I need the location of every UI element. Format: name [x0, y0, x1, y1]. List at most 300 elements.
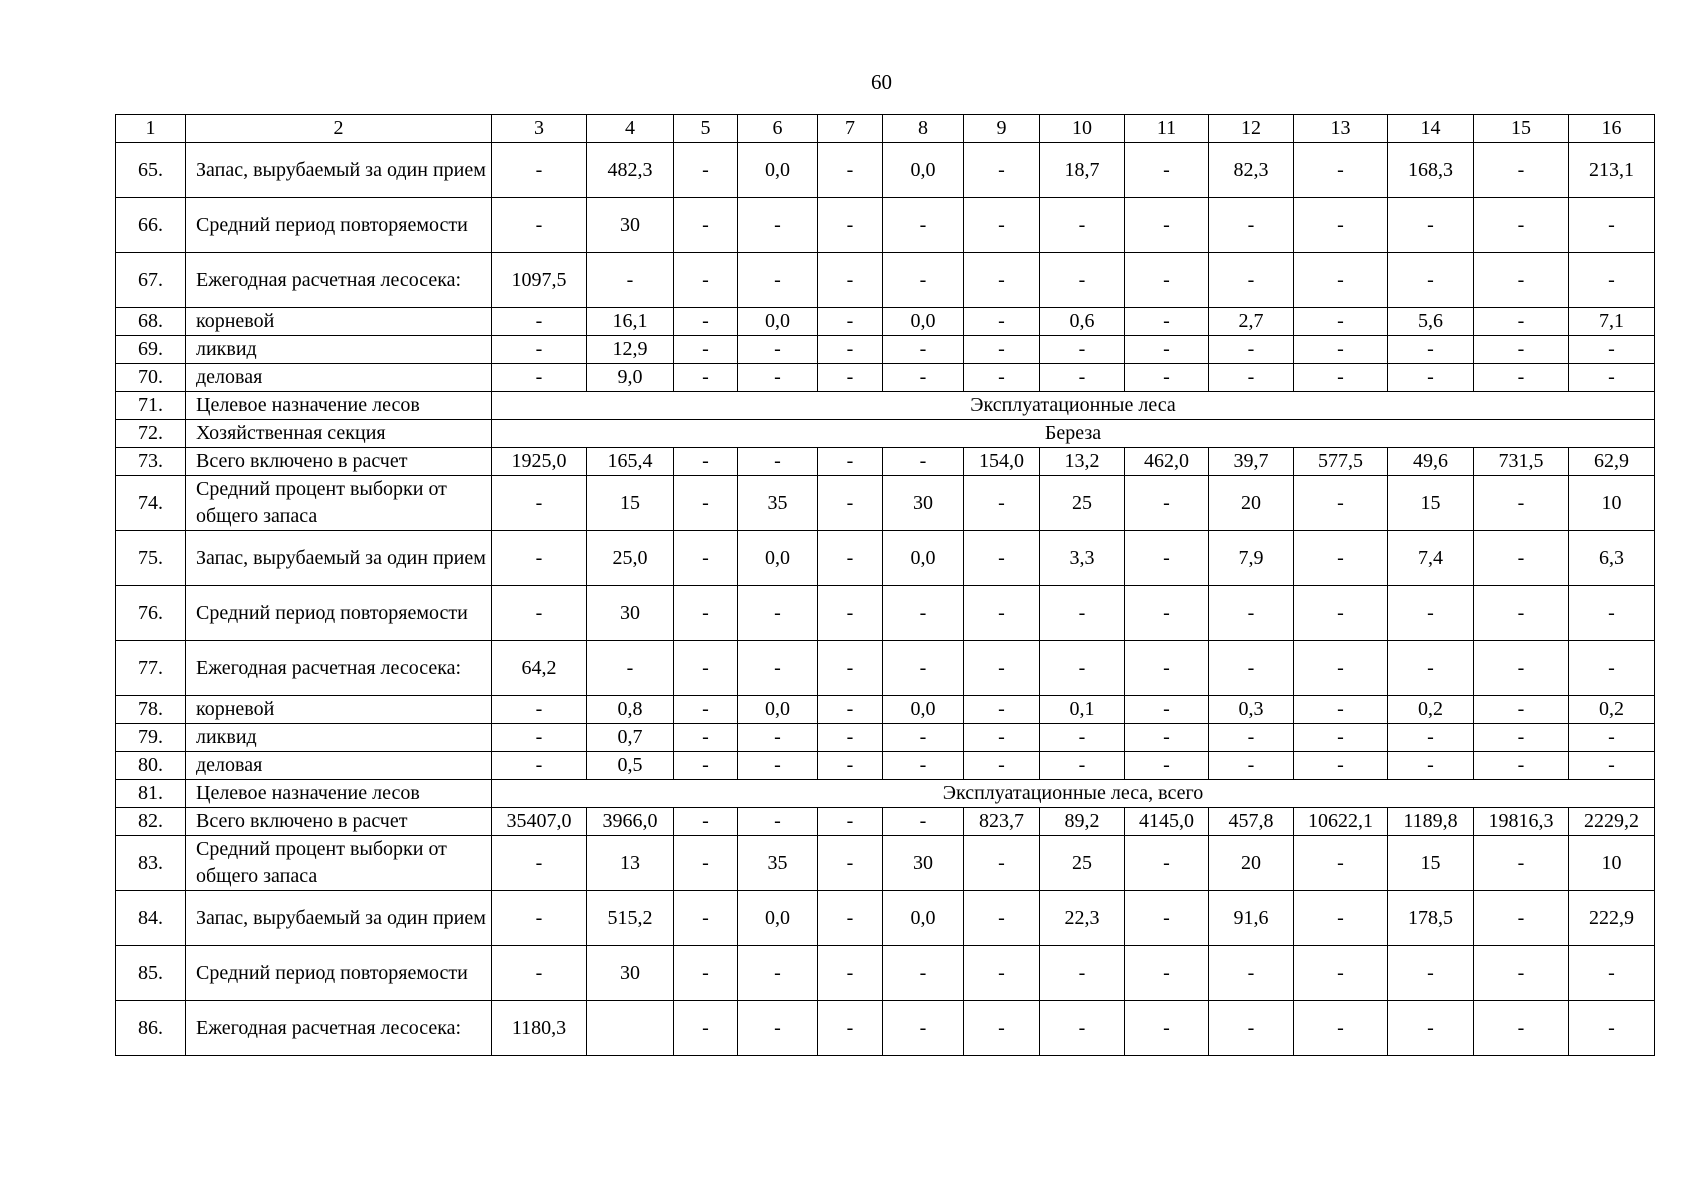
- value-cell: -: [674, 946, 738, 1001]
- column-number-header: 3: [492, 115, 587, 143]
- value-cell: 9,0: [587, 364, 674, 392]
- value-cell: -: [492, 308, 587, 336]
- value-cell: 168,3: [1388, 143, 1474, 198]
- value-cell: -: [818, 364, 883, 392]
- row-label-cell: Средний период повторяемости: [186, 946, 492, 1001]
- value-cell: -: [964, 143, 1040, 198]
- value-cell: -: [738, 448, 818, 476]
- value-cell: -: [883, 808, 964, 836]
- row-label-cell: корневой: [186, 696, 492, 724]
- value-cell: -: [1294, 476, 1388, 531]
- value-cell: -: [674, 808, 738, 836]
- value-cell: -: [818, 808, 883, 836]
- value-cell: -: [738, 253, 818, 308]
- value-cell: -: [1569, 198, 1655, 253]
- value-cell: 0,8: [587, 696, 674, 724]
- value-cell: -: [883, 586, 964, 641]
- value-cell: -: [818, 696, 883, 724]
- row-number-cell: 68.: [116, 308, 186, 336]
- value-cell: 18,7: [1040, 143, 1125, 198]
- value-cell: 222,9: [1569, 891, 1655, 946]
- value-cell: -: [1294, 641, 1388, 696]
- value-cell: -: [1125, 836, 1209, 891]
- value-cell: 22,3: [1040, 891, 1125, 946]
- value-cell: 0,0: [883, 696, 964, 724]
- value-cell: -: [1209, 641, 1294, 696]
- column-number-header: 5: [674, 115, 738, 143]
- value-cell: -: [1474, 198, 1569, 253]
- row-number-cell: 73.: [116, 448, 186, 476]
- value-cell: 6,3: [1569, 531, 1655, 586]
- value-cell: -: [1474, 836, 1569, 891]
- row-number-cell: 80.: [116, 752, 186, 780]
- value-cell: -: [818, 836, 883, 891]
- row-number-cell: 78.: [116, 696, 186, 724]
- value-cell: -: [1294, 586, 1388, 641]
- value-cell: -: [964, 476, 1040, 531]
- row-label-cell: ликвид: [186, 724, 492, 752]
- row-number-cell: 85.: [116, 946, 186, 1001]
- value-cell: 0,0: [738, 891, 818, 946]
- value-cell: -: [492, 586, 587, 641]
- value-cell: 0,0: [883, 531, 964, 586]
- value-cell: -: [1040, 336, 1125, 364]
- value-cell: 3966,0: [587, 808, 674, 836]
- value-cell: -: [738, 641, 818, 696]
- value-cell: -: [964, 836, 1040, 891]
- value-cell: 165,4: [587, 448, 674, 476]
- value-cell: -: [1125, 724, 1209, 752]
- value-cell: 91,6: [1209, 891, 1294, 946]
- row-label-cell: Хозяйственная секция: [186, 420, 492, 448]
- table-row: [116, 808, 1655, 836]
- value-cell: 64,2: [492, 641, 587, 696]
- value-cell: -: [1125, 364, 1209, 392]
- value-cell: -: [492, 836, 587, 891]
- value-cell: 1180,3: [492, 1001, 587, 1056]
- column-number-header: 4: [587, 115, 674, 143]
- value-cell: -: [1294, 308, 1388, 336]
- row-label-cell: Целевое назначение лесов: [186, 780, 492, 808]
- value-cell: -: [1388, 198, 1474, 253]
- value-cell: 35: [738, 836, 818, 891]
- value-cell: -: [1040, 724, 1125, 752]
- value-cell: 0,0: [883, 891, 964, 946]
- value-cell: -: [818, 308, 883, 336]
- row-number-cell: 66.: [116, 198, 186, 253]
- column-number-header: 7: [818, 115, 883, 143]
- value-cell: -: [1209, 336, 1294, 364]
- row-number-cell: 67.: [116, 253, 186, 308]
- value-cell: -: [1125, 336, 1209, 364]
- column-number-header: 15: [1474, 115, 1569, 143]
- value-cell: 10: [1569, 476, 1655, 531]
- value-cell: 82,3: [1209, 143, 1294, 198]
- value-cell: -: [1040, 641, 1125, 696]
- value-cell: -: [1040, 198, 1125, 253]
- table-row: [116, 420, 1655, 448]
- row-label-cell: ликвид: [186, 336, 492, 364]
- value-cell: -: [674, 752, 738, 780]
- value-cell: -: [738, 1001, 818, 1056]
- value-cell: -: [1040, 586, 1125, 641]
- table-row: [116, 1001, 1655, 1056]
- value-cell: -: [818, 891, 883, 946]
- value-cell: -: [964, 696, 1040, 724]
- value-cell: -: [738, 752, 818, 780]
- value-cell: -: [1209, 253, 1294, 308]
- row-label-cell: Ежегодная расчетная лесосека:: [186, 641, 492, 696]
- value-cell: -: [1569, 364, 1655, 392]
- value-cell: -: [1388, 724, 1474, 752]
- value-cell: -: [1388, 1001, 1474, 1056]
- value-cell: -: [674, 308, 738, 336]
- value-cell: -: [883, 752, 964, 780]
- value-cell: -: [883, 946, 964, 1001]
- value-cell: 30: [883, 836, 964, 891]
- value-cell: 13,2: [1040, 448, 1125, 476]
- value-cell: 20: [1209, 476, 1294, 531]
- value-cell: -: [964, 586, 1040, 641]
- value-cell: 0,7: [587, 724, 674, 752]
- value-cell: -: [1125, 946, 1209, 1001]
- row-number-cell: 76.: [116, 586, 186, 641]
- row-number-cell: 77.: [116, 641, 186, 696]
- table-row: [116, 724, 1655, 752]
- value-cell: -: [1388, 586, 1474, 641]
- row-label-cell: Целевое назначение лесов: [186, 392, 492, 420]
- value-cell: 3,3: [1040, 531, 1125, 586]
- value-cell: -: [738, 946, 818, 1001]
- row-number-cell: 70.: [116, 364, 186, 392]
- value-cell: -: [674, 253, 738, 308]
- value-cell: -: [818, 531, 883, 586]
- page-number: 60: [871, 70, 892, 94]
- value-cell: -: [587, 253, 674, 308]
- row-number-cell: 86.: [116, 1001, 186, 1056]
- value-cell: -: [883, 641, 964, 696]
- value-cell: -: [674, 364, 738, 392]
- value-cell: -: [964, 641, 1040, 696]
- value-cell: -: [1040, 1001, 1125, 1056]
- value-cell: 0,0: [738, 143, 818, 198]
- value-cell: -: [1474, 364, 1569, 392]
- value-cell: -: [674, 641, 738, 696]
- value-cell: 154,0: [964, 448, 1040, 476]
- value-cell: -: [964, 946, 1040, 1001]
- value-cell: -: [964, 724, 1040, 752]
- value-cell: -: [1388, 641, 1474, 696]
- value-cell: 39,7: [1209, 448, 1294, 476]
- value-cell: -: [1474, 891, 1569, 946]
- value-cell: -: [674, 198, 738, 253]
- value-cell: -: [1209, 752, 1294, 780]
- value-cell: 482,3: [587, 143, 674, 198]
- value-cell: -: [1209, 586, 1294, 641]
- value-cell: 457,8: [1209, 808, 1294, 836]
- table-row: [116, 586, 1655, 641]
- value-cell: 0,6: [1040, 308, 1125, 336]
- value-cell: 731,5: [1474, 448, 1569, 476]
- column-number-header: 1: [116, 115, 186, 143]
- value-cell: -: [1125, 586, 1209, 641]
- column-number-header: 13: [1294, 115, 1388, 143]
- value-cell: -: [964, 891, 1040, 946]
- value-cell: -: [738, 336, 818, 364]
- value-cell: 7,9: [1209, 531, 1294, 586]
- value-cell: 15: [587, 476, 674, 531]
- value-cell: -: [492, 946, 587, 1001]
- value-cell: -: [587, 641, 674, 696]
- value-cell: -: [1388, 946, 1474, 1001]
- value-cell: -: [1388, 752, 1474, 780]
- value-cell: -: [1125, 641, 1209, 696]
- value-cell: -: [883, 336, 964, 364]
- value-cell: -: [1209, 946, 1294, 1001]
- value-cell: -: [674, 696, 738, 724]
- value-cell: 515,2: [587, 891, 674, 946]
- value-cell: -: [964, 364, 1040, 392]
- value-cell: -: [883, 724, 964, 752]
- table-row: [116, 836, 1655, 891]
- value-cell: -: [1040, 752, 1125, 780]
- table-row: [116, 364, 1655, 392]
- row-number-cell: 81.: [116, 780, 186, 808]
- value-cell: -: [1040, 946, 1125, 1001]
- row-label-cell: Средний процент выборки от общего запаса: [186, 476, 492, 531]
- value-cell: -: [492, 476, 587, 531]
- row-number-cell: 72.: [116, 420, 186, 448]
- value-cell: -: [1294, 531, 1388, 586]
- row-label-cell: корневой: [186, 308, 492, 336]
- value-cell: 25: [1040, 476, 1125, 531]
- value-cell: -: [1125, 308, 1209, 336]
- value-cell: -: [964, 336, 1040, 364]
- column-number-header: 2: [186, 115, 492, 143]
- value-cell: -: [818, 724, 883, 752]
- value-cell: 577,5: [1294, 448, 1388, 476]
- row-label-cell: Всего включено в расчет: [186, 808, 492, 836]
- value-cell: -: [1294, 253, 1388, 308]
- value-cell: 0,0: [738, 531, 818, 586]
- value-cell: 25: [1040, 836, 1125, 891]
- value-cell: 13: [587, 836, 674, 891]
- value-cell: -: [818, 1001, 883, 1056]
- value-cell: -: [964, 752, 1040, 780]
- value-cell: -: [738, 364, 818, 392]
- value-cell: -: [1294, 336, 1388, 364]
- table-row: [116, 946, 1655, 1001]
- value-cell: -: [1474, 253, 1569, 308]
- value-cell: 15: [1388, 476, 1474, 531]
- value-cell: 0,3: [1209, 696, 1294, 724]
- value-cell: -: [1474, 696, 1569, 724]
- value-cell: -: [1569, 641, 1655, 696]
- value-cell: 12,9: [587, 336, 674, 364]
- row-label-cell: Средний период повторяемости: [186, 586, 492, 641]
- value-cell: 62,9: [1569, 448, 1655, 476]
- row-number-cell: 65.: [116, 143, 186, 198]
- value-cell: 0,0: [883, 143, 964, 198]
- row-number-cell: 83.: [116, 836, 186, 891]
- value-cell: 1189,8: [1388, 808, 1474, 836]
- value-cell: -: [1474, 308, 1569, 336]
- value-cell: -: [674, 1001, 738, 1056]
- value-cell: -: [964, 531, 1040, 586]
- value-cell: -: [883, 448, 964, 476]
- value-cell: -: [738, 586, 818, 641]
- value-cell: 1097,5: [492, 253, 587, 308]
- row-label-cell: деловая: [186, 752, 492, 780]
- value-cell: 30: [587, 586, 674, 641]
- table-row: [116, 891, 1655, 946]
- row-label-cell: Запас, вырубаемый за один прием: [186, 531, 492, 586]
- row-number-cell: 79.: [116, 724, 186, 752]
- value-cell: -: [1388, 253, 1474, 308]
- value-cell: 7,4: [1388, 531, 1474, 586]
- value-cell: 0,0: [738, 308, 818, 336]
- value-cell: -: [1474, 531, 1569, 586]
- value-cell: -: [818, 476, 883, 531]
- column-number-header: 16: [1569, 115, 1655, 143]
- column-number-header: 9: [964, 115, 1040, 143]
- table-row: [116, 531, 1655, 586]
- row-number-cell: 69.: [116, 336, 186, 364]
- value-cell: -: [1294, 143, 1388, 198]
- value-cell: -: [492, 531, 587, 586]
- column-number-header: 10: [1040, 115, 1125, 143]
- table-row: [116, 780, 1655, 808]
- value-cell: 462,0: [1125, 448, 1209, 476]
- value-cell: 15: [1388, 836, 1474, 891]
- value-cell: -: [818, 586, 883, 641]
- value-cell: 7,1: [1569, 308, 1655, 336]
- value-cell: -: [818, 641, 883, 696]
- value-cell: -: [883, 253, 964, 308]
- table-row: [116, 143, 1655, 198]
- column-number-header: 6: [738, 115, 818, 143]
- value-cell: 10622,1: [1294, 808, 1388, 836]
- value-cell: -: [1125, 752, 1209, 780]
- value-cell: -: [674, 143, 738, 198]
- value-cell: -: [492, 724, 587, 752]
- value-cell: -: [818, 946, 883, 1001]
- value-cell: -: [1474, 336, 1569, 364]
- value-cell: -: [1474, 586, 1569, 641]
- value-cell: -: [1209, 364, 1294, 392]
- value-cell: -: [1294, 1001, 1388, 1056]
- value-cell: -: [883, 1001, 964, 1056]
- value-cell: -: [492, 891, 587, 946]
- value-cell: 89,2: [1040, 808, 1125, 836]
- value-cell: -: [492, 364, 587, 392]
- value-cell: -: [1209, 724, 1294, 752]
- value-cell: -: [1294, 946, 1388, 1001]
- value-cell: -: [1294, 364, 1388, 392]
- value-cell: -: [1294, 836, 1388, 891]
- value-cell: -: [1474, 1001, 1569, 1056]
- value-cell: -: [818, 448, 883, 476]
- value-cell: -: [738, 808, 818, 836]
- value-cell: -: [738, 198, 818, 253]
- value-cell: -: [964, 1001, 1040, 1056]
- value-cell: -: [1125, 531, 1209, 586]
- value-cell: -: [1569, 586, 1655, 641]
- table-row: [116, 253, 1655, 308]
- value-cell: -: [492, 336, 587, 364]
- row-label-cell: Средний процент выборки от общего запаса: [186, 836, 492, 891]
- value-cell: -: [1474, 752, 1569, 780]
- table-row: [116, 336, 1655, 364]
- value-cell: 1925,0: [492, 448, 587, 476]
- value-cell: -: [1294, 724, 1388, 752]
- forest-data-table: [115, 114, 1655, 1056]
- value-cell: -: [1474, 641, 1569, 696]
- row-label-cell: Средний период повторяемости: [186, 198, 492, 253]
- value-cell: -: [492, 696, 587, 724]
- value-cell: 0,1: [1040, 696, 1125, 724]
- section-span-cell: Эксплуатационные леса: [492, 392, 1655, 420]
- row-number-cell: 71.: [116, 392, 186, 420]
- value-cell: 30: [587, 946, 674, 1001]
- value-cell: -: [1294, 752, 1388, 780]
- value-cell: 35407,0: [492, 808, 587, 836]
- value-cell: -: [1040, 253, 1125, 308]
- value-cell: -: [1125, 476, 1209, 531]
- row-label-cell: Запас, вырубаемый за один прием: [186, 143, 492, 198]
- value-cell: -: [674, 336, 738, 364]
- value-cell: -: [1569, 724, 1655, 752]
- value-cell: 4145,0: [1125, 808, 1209, 836]
- value-cell: -: [1125, 253, 1209, 308]
- value-cell: 213,1: [1569, 143, 1655, 198]
- value-cell: 35: [738, 476, 818, 531]
- value-cell: -: [883, 198, 964, 253]
- column-number-header: 12: [1209, 115, 1294, 143]
- row-number-cell: 75.: [116, 531, 186, 586]
- value-cell: 30: [587, 198, 674, 253]
- value-cell: -: [1569, 946, 1655, 1001]
- value-cell: -: [674, 836, 738, 891]
- value-cell: -: [492, 198, 587, 253]
- value-cell: 5,6: [1388, 308, 1474, 336]
- value-cell: -: [1388, 336, 1474, 364]
- value-cell: -: [1388, 364, 1474, 392]
- column-number-header: 8: [883, 115, 964, 143]
- value-cell: -: [674, 476, 738, 531]
- table-row: [116, 696, 1655, 724]
- value-cell: -: [492, 143, 587, 198]
- value-cell: -: [1294, 198, 1388, 253]
- value-cell: 178,5: [1388, 891, 1474, 946]
- value-cell: 0,5: [587, 752, 674, 780]
- value-cell: -: [1125, 891, 1209, 946]
- value-cell: -: [1125, 143, 1209, 198]
- value-cell: -: [1294, 696, 1388, 724]
- table-row: [116, 752, 1655, 780]
- value-cell: -: [1294, 891, 1388, 946]
- value-cell: -: [674, 531, 738, 586]
- table-row: [116, 641, 1655, 696]
- value-cell: 0,0: [738, 696, 818, 724]
- value-cell: -: [1474, 946, 1569, 1001]
- table-row: [116, 476, 1655, 531]
- table-row: [116, 198, 1655, 253]
- row-number-cell: 84.: [116, 891, 186, 946]
- row-number-cell: 74.: [116, 476, 186, 531]
- value-cell: -: [1040, 364, 1125, 392]
- value-cell: -: [1569, 253, 1655, 308]
